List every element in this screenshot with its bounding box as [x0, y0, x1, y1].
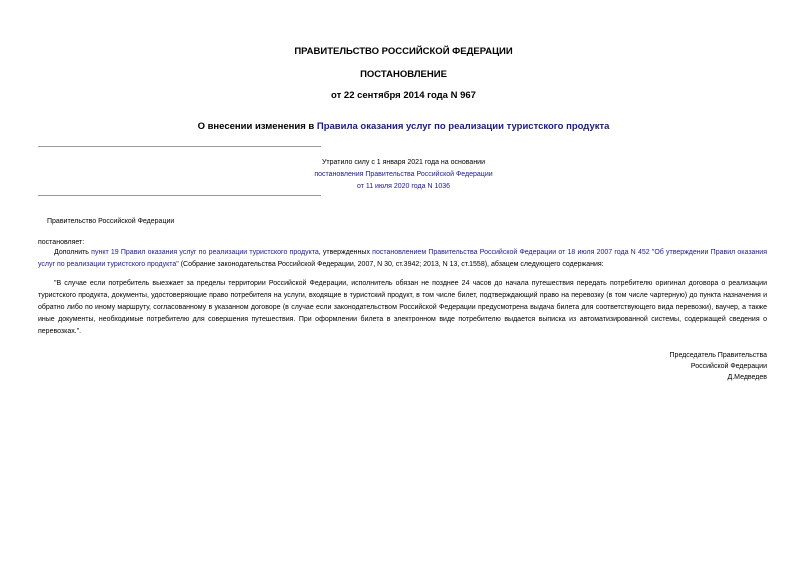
void-decree-link[interactable]: постановления Правительства Российской Федерации — [314, 171, 493, 178]
title-prefix: О внесении изменения в — [197, 121, 317, 132]
government-header: ПРАВИТЕЛЬСТВО РОССИЙСКОЙ ФЕДЕРАЦИИ — [294, 46, 513, 57]
title-rules-link[interactable]: Правила оказания услуг по реализации туристского продукта — [316, 121, 610, 132]
decrees-label: постановляет: — [38, 239, 85, 246]
decree-452-link[interactable]: постановлением Правительства Российской Федерации от 18 июля 2007 года N 452 "Об утверждении Правил оказания услуг по реализации туристского продукта" — [38, 249, 768, 268]
void-notice-text: Утратило силу с 1 января 2021 года на основании — [321, 159, 486, 166]
signature-title: Председатель Правительства — [669, 352, 767, 359]
amendment-content-paragraph: "В случае если потребитель выезжает за пределы территории Российской Федерации, исполнитель обязан не позднее 24 часов до начала путешествия передать потребителю оригинал договора о реализации туристского продукта, документы, удостоверяющие право потребителя на услуги, входящие в туристский продукт, в том числе билет, подтверждающий право на перевозку (в том числе чартерную) до пункта назначения и обратно либо по иному маршруту, согласованному в указанном договоре (в случае если законодательством Российской Федерации предусмотрена выдача билета для соответствующего вида перевозки), ваучер, а также иные документы, необходимые потребителю для совершения путешествия. При оформлении билета в электронном виде потребителю выдается выписка из автоматизированной системы, содержащей сведения о перевозках.". — [38, 280, 767, 335]
divider-top — [38, 146, 321, 147]
divider-bottom — [38, 195, 321, 196]
void-notice-row-3 — [230, 181, 577, 193]
document-type: ПОСТАНОВЛЕНИЕ — [360, 69, 447, 80]
document-title — [0, 121, 807, 132]
p1-text-3: (Собрание законодательства Российской Федерации, 2007, N 30, ст.3942; 2013, N 13, ст.1558), абзацем следующего содержания: — [178, 261, 604, 268]
p1-text-1: Дополнить — [54, 249, 92, 256]
signature-name: Д.Медведев — [727, 374, 767, 381]
issuing-body: Правительство Российской Федерации — [47, 218, 175, 225]
void-notice-row-2 — [230, 169, 577, 181]
void-decree-date-link[interactable]: от 11 июля 2020 года N 1036 — [356, 183, 451, 190]
p1-text-2: , утвержденных — [318, 249, 373, 256]
amendment-paragraph — [38, 247, 767, 271]
rules-clause-link[interactable]: пункт 19 Правил оказания услуг по реализации туристского продукта — [91, 249, 319, 256]
signature-country: Российской Федерации — [690, 363, 767, 370]
document-date-number: от 22 сентября 2014 года N 967 — [331, 90, 476, 101]
